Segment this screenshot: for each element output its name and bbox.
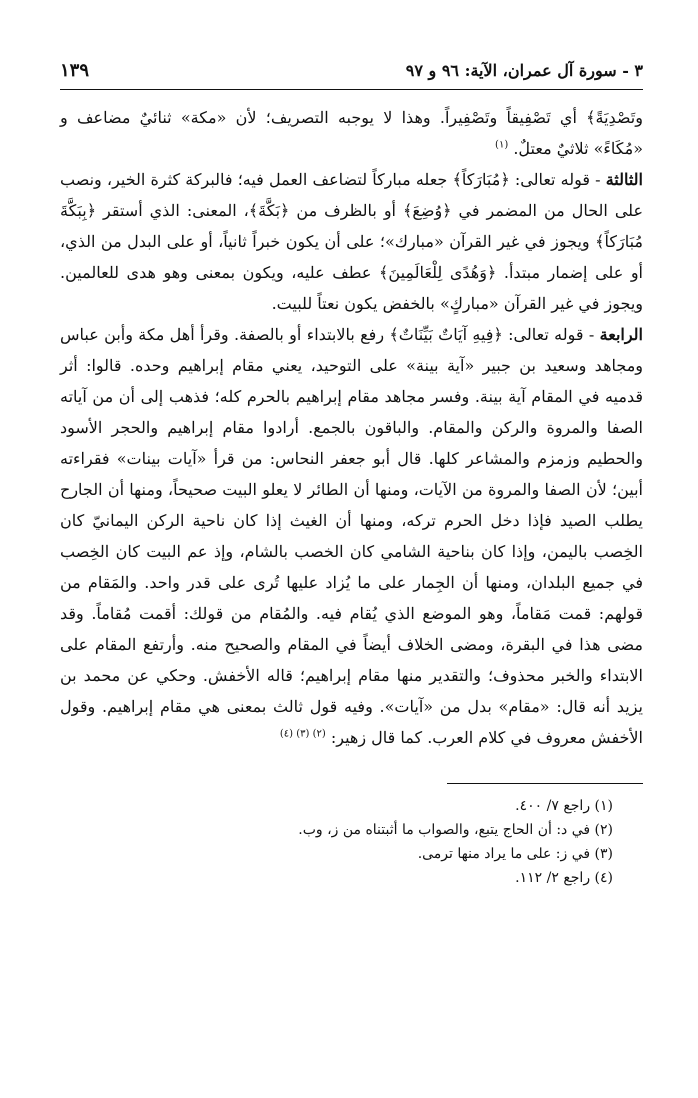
page-number: ١٣٩: [60, 60, 90, 81]
paragraph-lead: الثالثة: [605, 170, 643, 189]
running-title: ٣ - سورة آل عمران، الآية: ٩٦ و ٩٧: [405, 61, 643, 80]
paragraph-fourth-point: [60, 319, 643, 753]
paragraph-continuation: [60, 102, 643, 164]
paragraph-text: وتَصْدِيَةً﴾ أي تَصْفِيقاً وتَصْفِيراً. وهذا لا يوجبه التصريف؛ لأن «مكة» ثنائيٌ مضاعف و «مُكَاءً» ثلاثيٌ معتلٌ.: [60, 108, 643, 158]
page-header: [60, 60, 643, 90]
paragraph-third-point: [60, 164, 643, 319]
footnote-1: (١) راجع ٧/ ٤٠٠.: [515, 798, 613, 814]
footnote-reference: (١): [495, 139, 509, 151]
footnote-2: (٢) في د: أن الحاج يتبع، والصواب ما أثبتناه من ز، وب.: [298, 822, 613, 838]
main-text: [60, 102, 643, 753]
footnote-3: (٣) في ز: على ما يراد منها ترمى.: [417, 846, 613, 862]
paragraph-text: - قوله تعالى: ﴿مُبَارَكاً﴾ جعله مباركاً لتضاعف العمل فيه؛ فالبركة كثرة الخير، ونصب على الحال من المضمر في ﴿وُضِعَ﴾ أو بالظرف من ﴿بَكَّةَ﴾، المعنى: الذي أستقر ﴿بِبَكَّةَ مُبَارَكاً﴾ ويجوز في غير القرآن «مبارك»؛ على أن يكون خبراً ثانياً، أو على البدل من الذي، أو على إضمار مبتدأ. ﴿وَهُدًى لِلْعَالَمِينَ﴾ عطف عليه، ويكون بمعنى وهو هدى للعالمين. ويجوز في غير القرآن «مباركٍ» بالخفض يكون نعتاً للبيت.: [60, 170, 644, 313]
footnotes: [60, 794, 643, 890]
book-page: [60, 60, 643, 890]
footnote-separator: [447, 783, 643, 784]
paragraph-text: - قوله تعالى: ﴿فِيهِ آيَاتٌ بَيِّنَاتٌ﴾ رفع بالابتداء أو بالصفة. وقرأ أهل مكة وأبن عباس ومجاهد وسعيد بن جبير «آية بينة» على التوحيد، يعني مقام إبراهيم وحده. قالوا: أثر قدميه في المقام آية بينة. وفسر مجاهد مقام إبراهيم بالحرم كله؛ فذهب إلى أن من آياته الصفا والمروة والركن والمقام. والباقون بالجمع. أرادوا مقام إبراهيم والحجر الأسود والحطيم وزمزم والمشاعر كلها. قال أبو جعفر النحاس: من قرأ «آيات بينات» فقراءته أبين؛ لأن الصفا والمروة من الآيات، ومنها أن الطائر لا يعلو البيت صحيحاً، ومنها أن الجارح يطلب الصيد فإذا دخل الحرم تركه، ومنها أن الغيث إذا كان ناحية الركن اليمانيّ كان الخِصب باليمن، وإذا كان بناحية الشامي كان الخصب بالشام، وإذ عم البيت كان الخِصب في جميع البلدان، ومنها أن الجِمار على ما يُزاد عليها تُرى على قدر واحد. والمَقام من قولهم: قمت مَقاماً، وهو الموضع الذي يُقام فيه. والمُقام من قولك: أقمت مُقاماً. وقد مضى هذا في البقرة، ومضى الخلاف أيضاً في المقام والصحيح منه. وأرتفع المقام على الابتداء والخبر محذوف؛ والتقدير منها مقام إبراهيم؛ قاله الأخفش. وحكي عن محمد بن يزيد أنه قال: «مقام» بدل من «آيات». وفيه قول ثالث بمعنى هي مقام إبراهيم. وقول الأخفش معروف في كلام العرب. كما قال زهير:: [60, 325, 644, 747]
paragraph-lead: الرابعة: [599, 325, 643, 344]
footnote-4: (٤) راجع ٢/ ١١٢.: [515, 870, 613, 886]
footnote-reference: (٢) (٣) (٤): [279, 728, 326, 740]
